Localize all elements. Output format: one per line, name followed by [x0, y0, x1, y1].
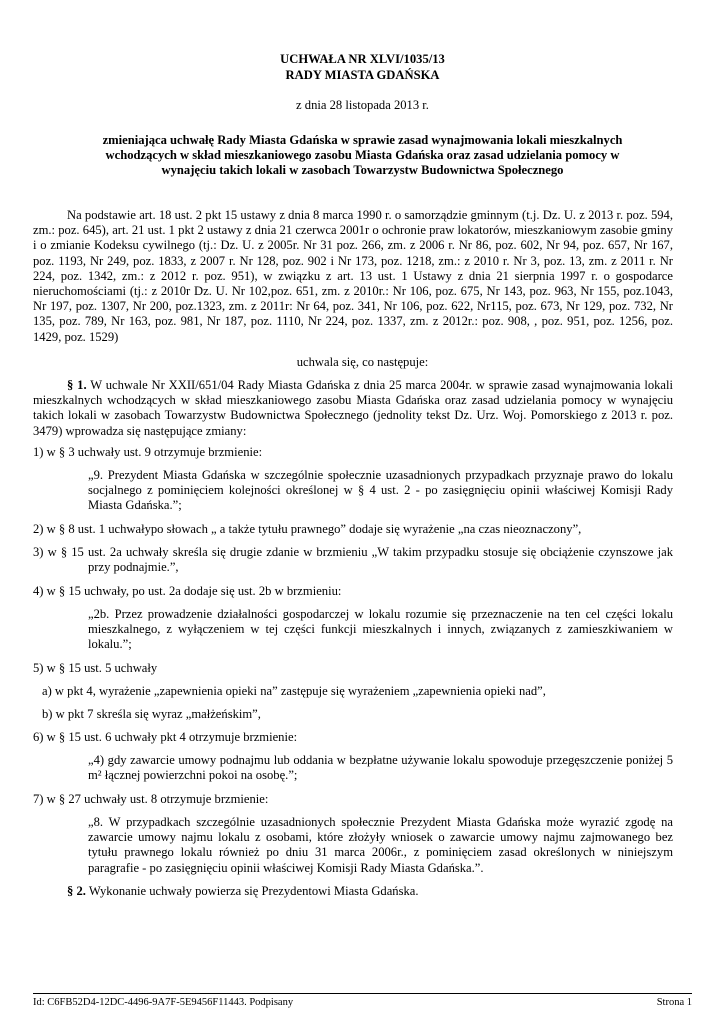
- item-4-quote: „2b. Przez prowadzenie działalności gospodarczej w lokalu rozumie się przeznaczenie na ten cel części lokalu mieszkalnego, z wyłączeniem w tej części funkcji mieszkalnych i innych, związanych z zamieszkiwaniem w lokalu.”;: [88, 607, 673, 652]
- resolution-date: z dnia 28 listopada 2013 r.: [296, 98, 429, 112]
- resolution-number: UCHWAŁA NR XLVI/1035/13: [280, 52, 445, 66]
- item-5a: a) w pkt 4, wyrażenie „zapewnienia opieki na” zastępuje się wyrażeniem „zapewnienia opieki nad”,: [42, 684, 546, 698]
- preamble: Na podstawie art. 18 ust. 2 pkt 15 ustawy z dnia 8 marca 1990 r. o samorządzie gminnym (t.j. Dz. U. z 2013 r. poz. 594, zm.: poz. 645), art. 21 ust. 1 pkt 2 ustawy z dnia 21 czerwca 2001r o ochronie praw lokatorów, mieszkaniowym zasobie gminy i o zmianie Kodeksu cywilnego (tj.: Dz. U. z 2005r. Nr 31 poz. 266, zm. z 2006 r. Nr 86, poz. 602, Nr 94, poz. 657, Nr 167, poz. 1193, Nr 249, poz. 1833, z 2007 r. Nr 128, poz. 902 i Nr 173, poz. 1218, zm.: z 2010 r. Nr 3, poz. 13, zm. z 2011 r. Nr 224, poz. 1342, zm.: z 2012 r. poz. 951), w związku z art. 13 ust. 1 Ustawy z dnia 21 sierpnia 1997 r. o gospodarce nieruchomościami (tj.: z 2010r Dz. U. Nr 102,poz. 651, zm. z 2010r.: Nr 106, poz. 675, Nr 143, poz. 963, Nr 155, poz.1043, Nr 197, poz. 1307, Nr 200, poz.1323, zm. z 2011r: Nr 64, poz. 341, Nr 106, poz. 622, Nr115, poz. 673, Nr 129, poz. 732, Nr 135, poz. 789, Nr 163, poz. 981, Nr 187, poz. 1110, Nr 224, poz. 1337, zm. z 2012r.: poz. 908, , poz. 951, poz. 1256, poz. 1429, poz. 1529): [33, 208, 673, 344]
- document-id: Id: C6FB52D4-12DC-4496-9A7F-5E9456F11443. Podpisany: [33, 997, 294, 1008]
- page-number: Strona 1: [656, 997, 692, 1008]
- footer-divider: [33, 993, 692, 994]
- resolution-subject: zmieniająca uchwałę Rady Miasta Gdańska w sprawie zasad wynajmowania lokali mieszkalnych wchodzących w skład mieszkaniowego zasobu Miasta Gdańska oraz zasad udzielania pomocy w wynajęciu takich lokali w zasobach Towarzystw Budownictwa Społecznego: [102, 133, 623, 178]
- item-7-quote: „8. W przypadkach szczególnie uzasadnionych społecznie Prezydent Miasta Gdańska może wyrazić zgodę na zawarcie umowy najmu lokalu z osobami, które złożyły wniosek o zawarcie umowy najmu zajmowanego bez tytułu prawnego lokalu również po dniu 31 marca 2006r., z pominięciem zasad określonych w niniejszym paragrafie - po zasięgnięciu opinii właściwej Komisji Rady Miasta Gdańska.”.: [88, 815, 673, 875]
- item-5: 5) w § 15 ust. 5 uchwały: [33, 661, 158, 675]
- resolves-line: uchwala się, co następuje:: [296, 355, 429, 369]
- item-7: 7) w § 27 uchwały ust. 8 otrzymuje brzmienie:: [33, 792, 269, 806]
- section-2-mark: § 2.: [67, 884, 86, 898]
- item-6: 6) w § 15 ust. 6 uchwały pkt 4 otrzymuje brzmienie:: [33, 730, 298, 744]
- item-5b: b) w pkt 7 skreśla się wyraz „małżeńskim”,: [42, 707, 261, 721]
- item-2: 2) w § 8 ust. 1 uchwałypo słowach „ a także tytułu prawnego” dodaje się wyrażenie „na czas nieoznaczony”,: [33, 522, 582, 536]
- council-name: RADY MIASTA GDAŃSKA: [285, 68, 440, 82]
- item-4: 4) w § 15 uchwały, po ust. 2a dodaje się ust. 2b w brzmieniu:: [33, 584, 342, 598]
- section-1-text: W uchwale Nr XXII/651/04 Rady Miasta Gdańska z dnia 25 marca 2004r. w sprawie zasad wynajmowania lokali mieszkalnych wchodzących w skład mieszkaniowego zasobu Miasta Gdańska oraz zasad udzielania pomocy w wynajęciu takich lokali w zasobach Towarzystw Budownictwa Społecznego (jednolity tekst Dz. Urz. Woj. Pomorskiego z 2013 r. poz. 3479) wprowadza się następujące zmiany:: [33, 378, 673, 438]
- section-1: [33, 378, 673, 439]
- section-1-mark: § 1.: [67, 378, 87, 392]
- item-3: 3) w § 15 ust. 2a uchwały skreśla się drugie zdanie w brzmieniu „W takim przypadku stosuje się obciążenie czynszowe jak przy podnajmie.”,: [33, 545, 673, 575]
- section-2-text: Wykonanie uchwały powierza się Prezydentowi Miasta Gdańska.: [88, 884, 419, 898]
- item-6-quote: „4) gdy zawarcie umowy podnajmu lub oddania w bezpłatne używanie lokalu spowoduje przegęszczenie poniżej 5 m² łącznej powierzchni pokoi na osobę.”;: [88, 753, 673, 783]
- item-1-quote: „9. Prezydent Miasta Gdańska w szczególnie społecznie uzasadnionych przypadkach przyznaje prawo do lokalu socjalnego z pominięciem kolejności określonej w § 4 ust. 2 - po zasięgnięciu opinii właściwej Komisji Rady Miasta Gdańska.”;: [88, 468, 673, 513]
- item-1: 1) w § 3 uchwały ust. 9 otrzymuje brzmienie:: [33, 445, 263, 459]
- section-2: [67, 884, 419, 899]
